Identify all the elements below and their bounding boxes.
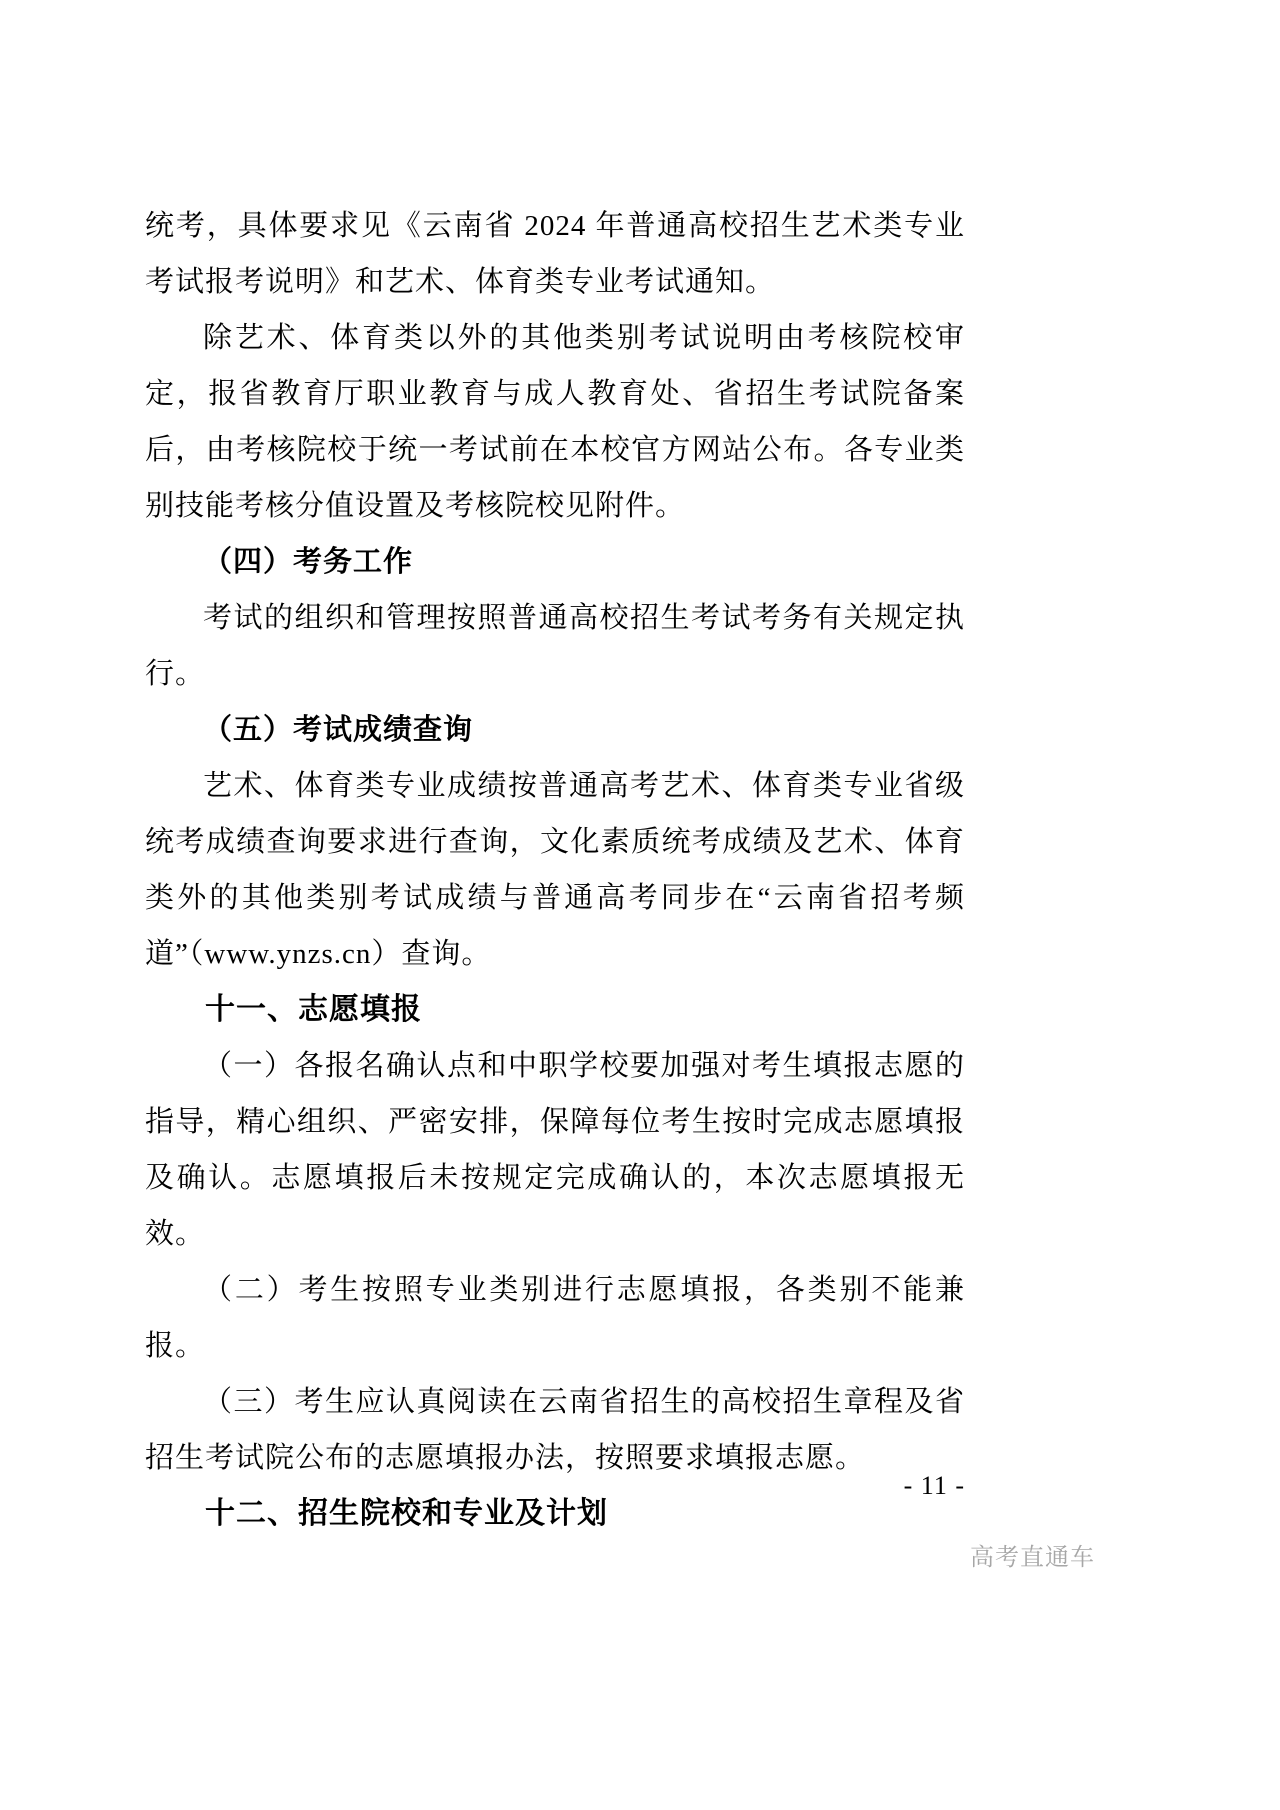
paragraph: 考试的组织和管理按照普通高校招生考试考务有关规定执行。 bbox=[145, 602, 965, 690]
section-heading: 十一、志愿填报 bbox=[205, 993, 422, 1026]
paragraph: （二）考生按照专业类别进行志愿填报，各类别不能兼报。 bbox=[145, 1274, 965, 1362]
document-body bbox=[145, 198, 965, 1542]
watermark: 高考直通车 bbox=[970, 1544, 1095, 1571]
section-heading: （五）考试成绩查询 bbox=[203, 714, 474, 746]
section-heading: 十二、招生院校和专业及计划 bbox=[205, 1497, 608, 1530]
section-heading: （四）考务工作 bbox=[203, 546, 414, 578]
paragraph: 艺术、体育类专业成绩按普通高考艺术、体育类专业省级统考成绩查询要求进行查询，文化素质统考成绩及艺术、体育类外的其他类别考试成绩与普通高考同步在“云南省招考频道”（www.ynzs.cn）查询。 bbox=[145, 770, 965, 970]
paragraph: 除艺术、体育类以外的其他类别考试说明由考核院校审定，报省教育厅职业教育与成人教育处、省招生考试院备案后，由考核院校于统一考试前在本校官方网站公布。各专业类别技能考核分值设置及考核院校见附件。 bbox=[145, 322, 965, 522]
page-number: - 11 - bbox=[903, 1471, 965, 1500]
paragraph: （三）考生应认真阅读在云南省招生的高校招生章程及省招生考试院公布的志愿填报办法，按照要求填报志愿。 bbox=[145, 1386, 965, 1474]
paragraph: 统考，具体要求见《云南省 2024 年普通高校招生艺术类专业考试报考说明》和艺术、体育类专业考试通知。 bbox=[145, 210, 965, 298]
paragraph: （一）各报名确认点和中职学校要加强对考生填报志愿的指导，精心组织、严密安排，保障每位考生按时完成志愿填报及确认。志愿填报后未按规定完成确认的，本次志愿填报无效。 bbox=[145, 1050, 965, 1250]
